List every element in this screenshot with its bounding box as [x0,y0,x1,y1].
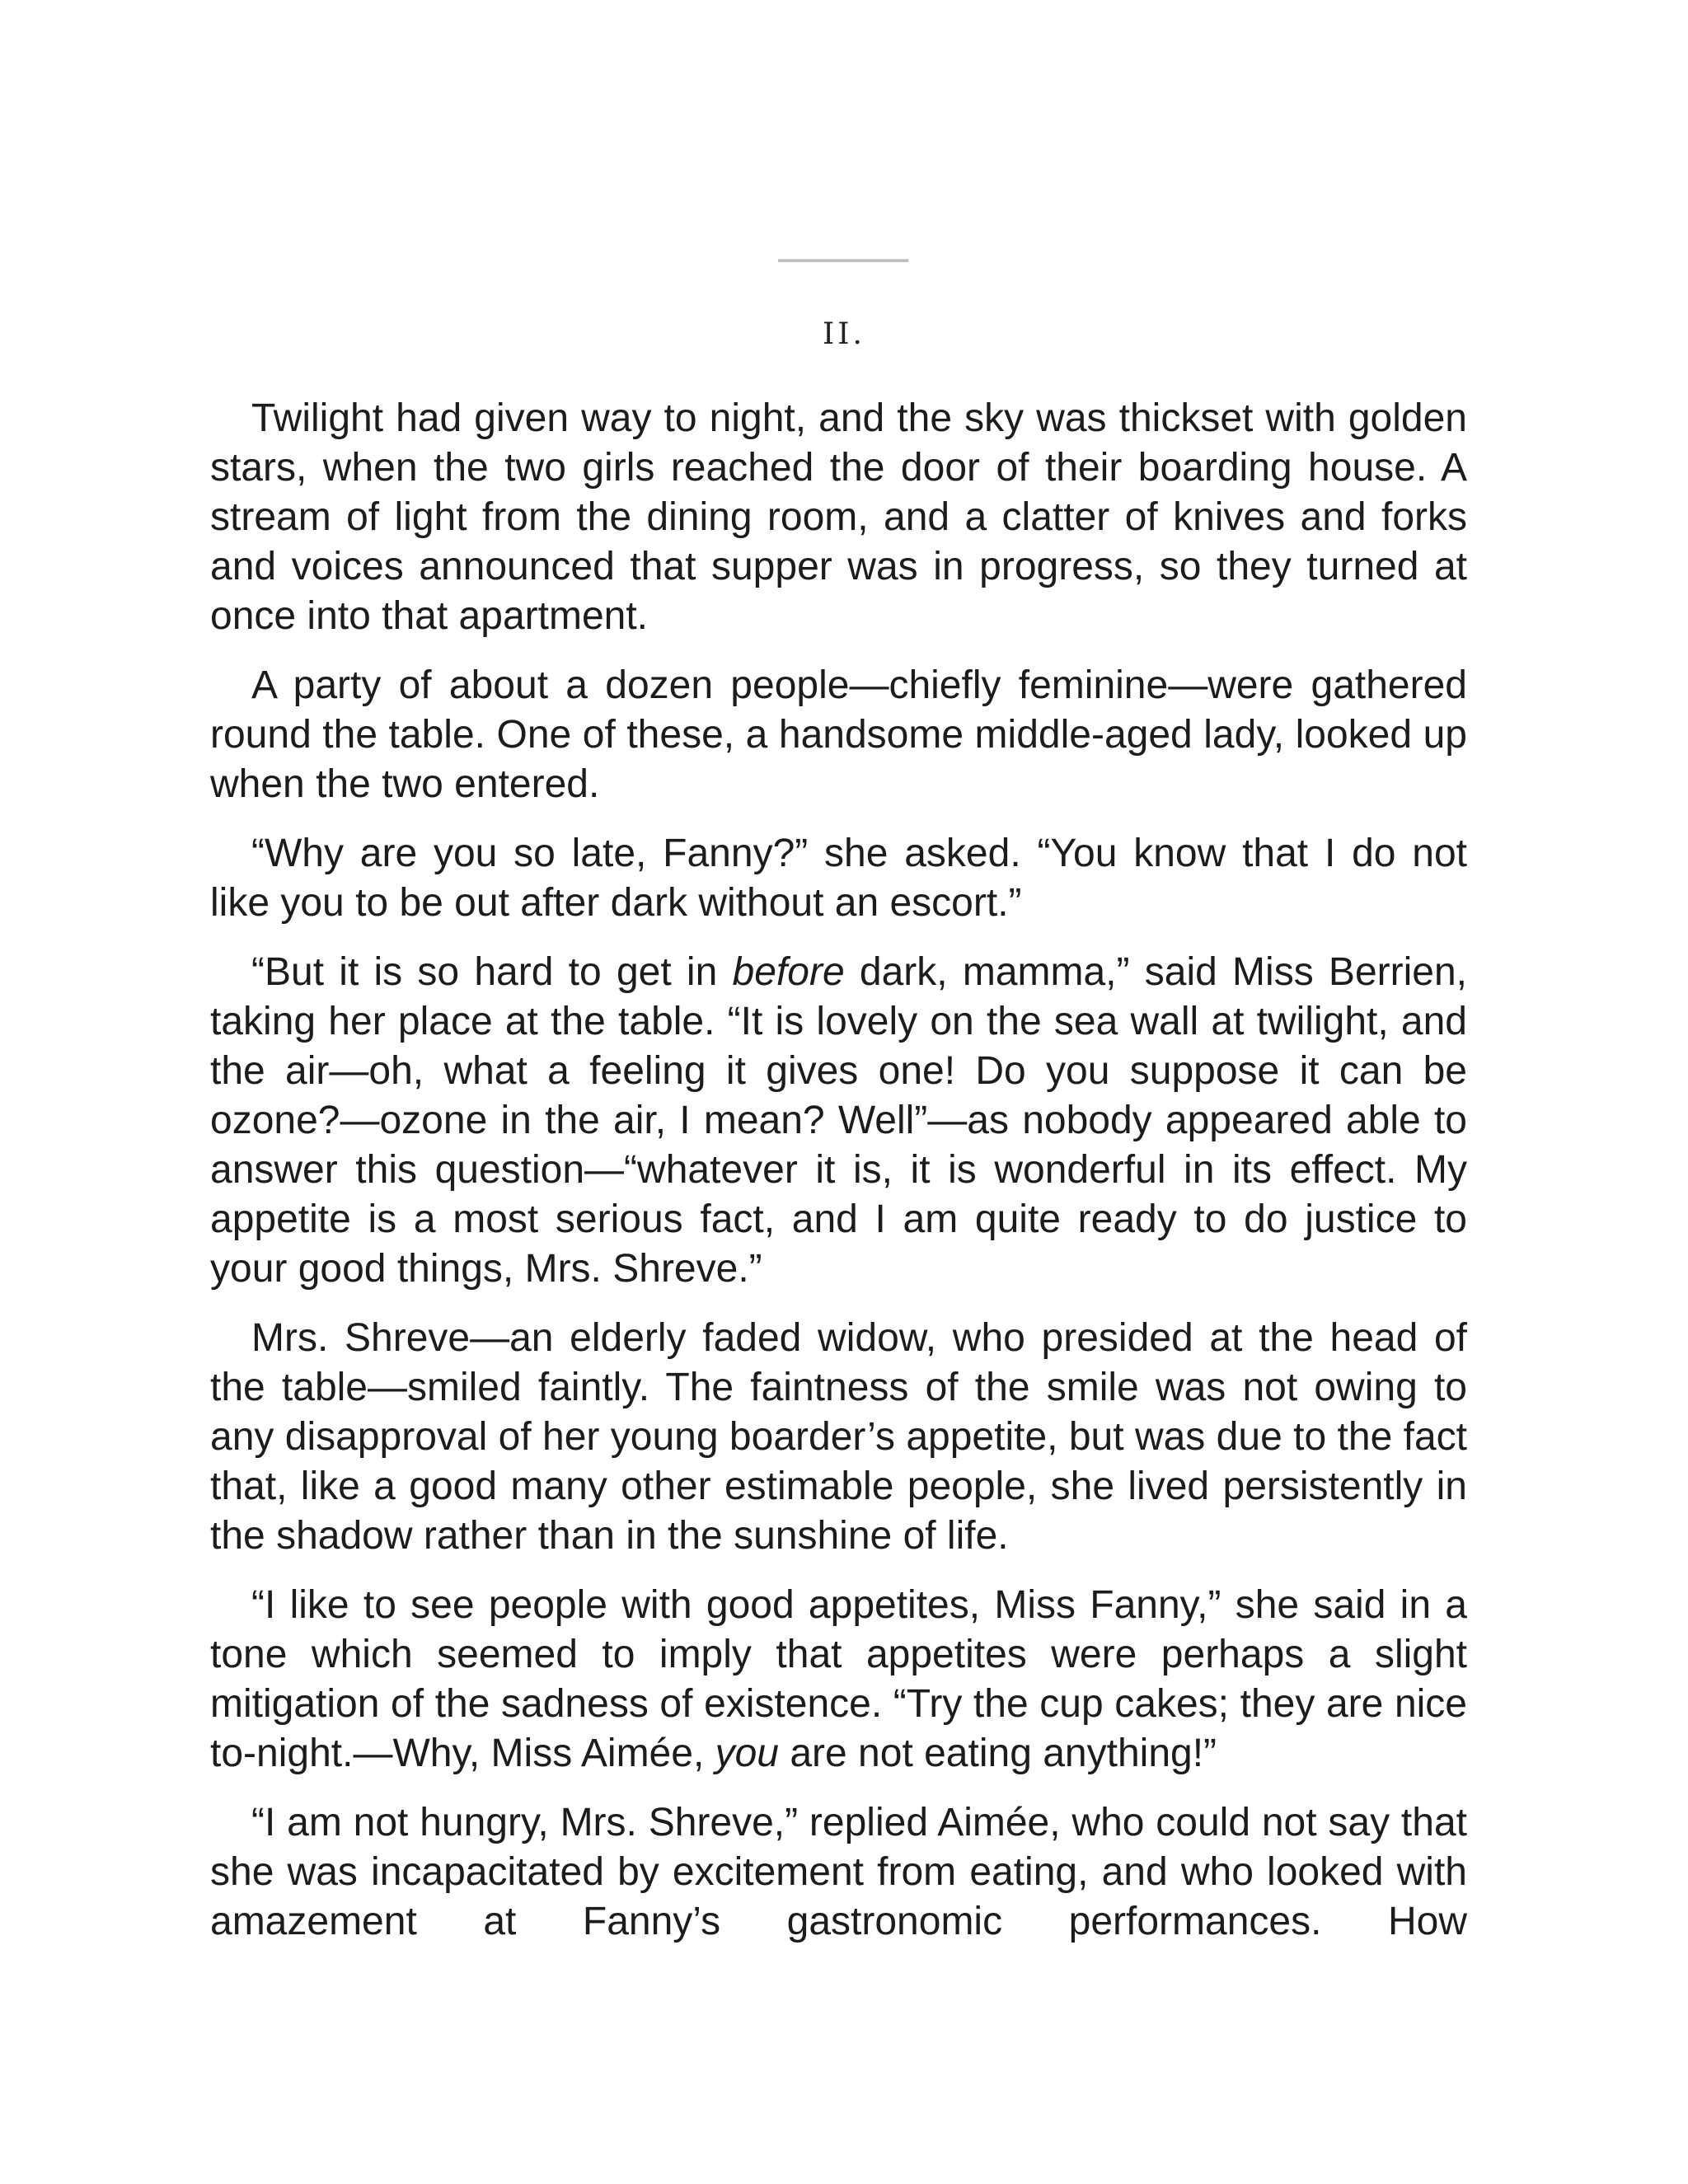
paragraph-1: Twilight had given way to night, and the sky was thickset with golden stars, when the two girls reached the door of their boarding house. A stream of light from the dining room, and a clatter of knives and forks and voices announced that supper was in progress, so they turned at once into that apartment. [210,396,1467,638]
paragraph-6-text-b: are not eating anything!” [779,1732,1217,1775]
paragraph-4 [210,948,1467,1294]
paragraph-5: Mrs. Shreve—an elderly faded widow, who presided at the head of the table—smiled faintly. The faintness of the smile was not owing to any disapproval of her young boarder’s appetite, but was due to the fact that, like a good many other estimable people, she lived persistently in the shadow rather than in the sunshine of life. [210,1316,1467,1558]
paragraph-6 [210,1581,1467,1779]
chapter-body [210,394,1467,1947]
paragraph-2: A party of about a dozen people—chiefly feminine—were gathered round the table. One of these, a handsome middle-aged lady, looked up when the two entered. [210,663,1467,806]
paragraph-7: “I am not hungry, Mrs. Shreve,” replied Aimée, who could not say that she was incapacitated by excitement from eating, and who looked with amazement at Fanny’s gastronomic performances. How [210,1801,1467,1943]
paragraph-6-text-a: “I like to see people with good appetites, Miss Fanny,” she said in a tone which seemed to imply that appetites were perhaps a slight mitigation of the sadness of existence. “Try the cup cakes; they are nice to-night.—Why, Miss Aimée, [210,1583,1467,1775]
section-divider-rule [778,259,908,262]
chapter-heading: II. [823,317,865,351]
paragraph-4-text-a: “But it is so hard to get in [251,950,733,994]
paragraph-3: “Why are you so late, Fanny?” she asked. “You know that I do not like you to be out after dark without an escort.” [210,832,1467,925]
paragraph-4-text-b: dark, mamma,” said Miss Berrien, taking her place at the table. “It is lovely on the sea wall at twilight, and the air—oh, what a feeling it gives one! Do you suppose it can be ozone?—ozone in the air, I mean? Well”—as nobody appeared able to answer this question—“whatever it is, it is wonderful in its effect. My appetite is a most serious fact, and I am quite ready to do justice to your good things, Mrs. Shreve.” [210,950,1468,1291]
paragraph-6-emphasis: you [715,1732,779,1775]
paragraph-4-emphasis: before [732,950,845,994]
